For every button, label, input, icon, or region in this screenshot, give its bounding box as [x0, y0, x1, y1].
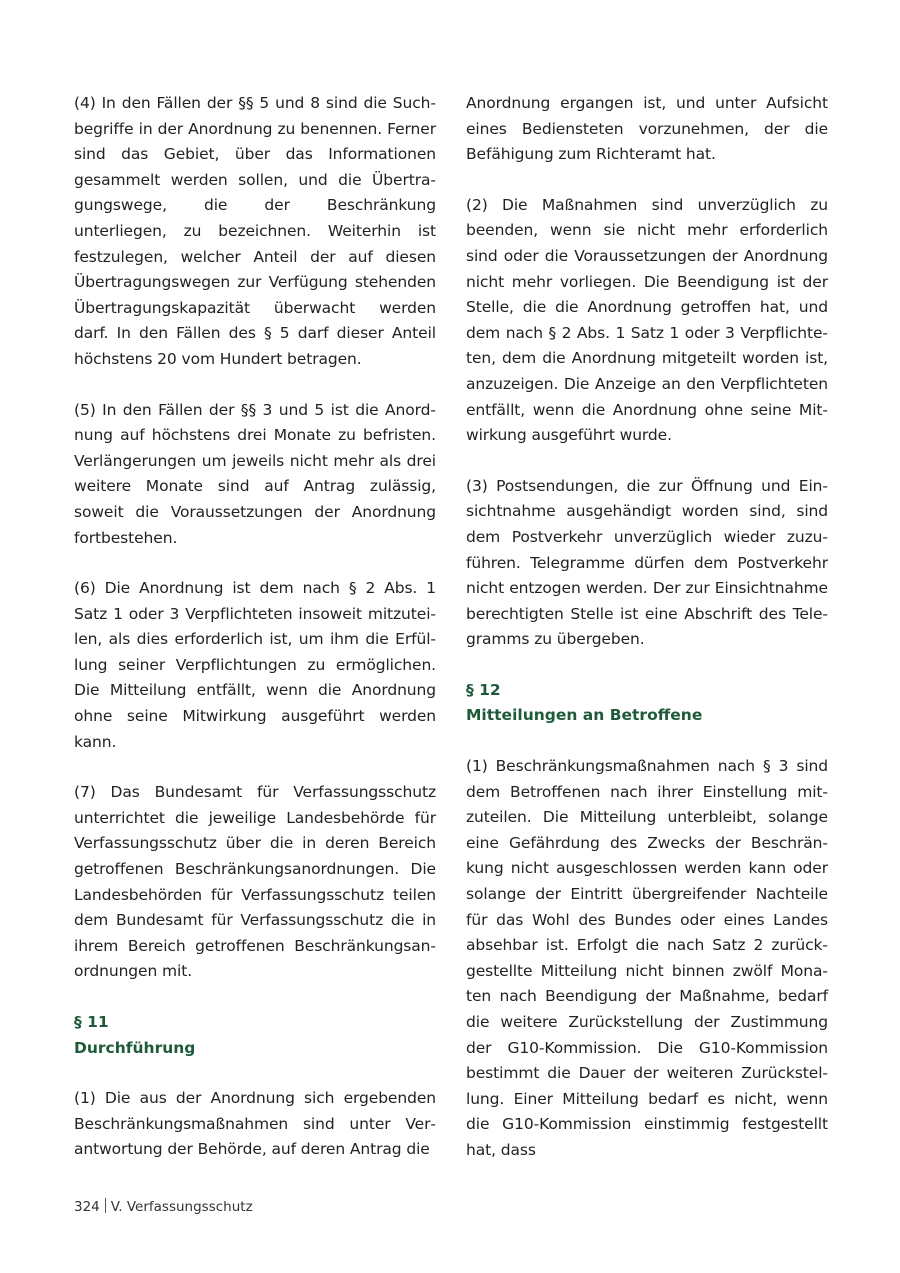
section-title: Mitteilungen an Betroffene [466, 706, 703, 725]
page-footer [74, 1197, 253, 1217]
section-11-paragraph-3: (3) Postsendungen, die zur Öffnung und Einsichtnahme ausgehändigt worden sind, sind dem Postverkehr unverzüglich wieder zuzuführen. Telegramme dürfen dem Postverkehr nicht entzogen werden. Der zur Einsichtnahme berechtigten Stelle ist eine Abschrift des Telegramms zu übergeben. [466, 476, 828, 649]
paragraph-5: (5) In den Fällen der §§ 3 und 5 ist die Anordnung auf höchstens drei Monate zu befristen. Verlängerungen um jeweils nicht mehr als drei weitere Monate sind auf Antrag zulässig, soweit die Voraussetzungen der Anordnung fortbestehen. [74, 400, 436, 547]
right-column [466, 91, 828, 1189]
section-title: Durchführung [74, 1038, 196, 1057]
section-12-paragraph-1: (1) Beschränkungsmaßnahmen nach § 3 sind dem Betroffenen nach ihrer Einstellung mitzuteilen. Die Mitteilung unterbleibt, solange eine Gefährdung des Zwecks der Beschränkung nicht ausgeschlossen werden kann oder solange der Eintritt übergreifender Nachteile für das Wohl des Bundes oder eines Landes absehbar ist. Erfolgt die nach Satz 2 zurückgestellte Mitteilung nicht binnen zwölf Monaten nach Beendigung der Maßnahme, bedarf die weitere Zurückstellung der Zustimmung der G10-Kommission. Die G10-Kommission bestimmt die Dauer der weiteren Zurückstellung. Einer Mitteilung bedarf es nicht, wenn die G10-Kommission einstimmig festgestellt hat, dass [466, 757, 828, 1159]
footer-separator [105, 1198, 106, 1213]
section-heading-11 [74, 1010, 436, 1061]
section-number: § 11 [74, 1013, 109, 1031]
paragraph-4: (4) In den Fällen der §§ 5 und 8 sind die Suchbegriffe in der Anordnung zu benennen. Ferner sind das Gebiet, über das Informationen gesammelt werden sollen, und die Übertragungswege, die der Beschränkung unterliegen, zu bezeichnen. Weiterhin ist festzulegen, welcher Anteil der auf diesen Übertragungswegen zur Verfügung stehenden Übertragungskapazität überwacht werden darf. In den Fällen des § 5 darf dieser Anteil höchstens 20 vom Hundert betragen. [74, 94, 436, 368]
section-number: § 12 [466, 680, 501, 699]
section-11-paragraph-2: (2) Die Maßnahmen sind unverzüglich zu beenden, wenn sie nicht mehr erforderlich sind oder die Voraussetzungen der Anordnung nicht mehr vorliegen. Die Beendigung ist der Stelle, die die Anordnung getroffen hat, und dem nach § 2 Abs. 1 Satz 1 oder 3 Verpflichteten, dem die Anordnung mitgeteilt worden ist, anzuzeigen. Die Anzeige an den Verpflichteten entfällt, wenn die Anordnung ohne seine Mitwirkung ausgeführt wurde. [466, 195, 828, 445]
paragraph-7: (7) Das Bundesamt für Verfassungsschutz unterrichtet die jeweilige Landesbehörde für Verfassungsschutz über die in deren Bereich getroffenen Beschränkungsanordnungen. Die Landesbehörden für Verfassungsschutz teilen dem Bundesamt für Verfassungsschutz die in ihrem Bereich getroffenen Beschränkungsanordnungen mit. [74, 783, 436, 981]
paragraph-continued: Anordnung ergangen ist, und unter Aufsicht eines Bediensteten vorzunehmen, der die Befähigung zum Richteramt hat. [466, 94, 828, 164]
section-heading-12 [466, 678, 828, 729]
section-11-paragraph-1: (1) Die aus der Anordnung sich ergebenden Beschränkungsmaßnahmen sind unter Verantwortung der Behörde, auf deren Antrag die [74, 1089, 436, 1159]
paragraph-6: (6) Die Anordnung ist dem nach § 2 Abs. 1 Satz 1 oder 3 Verpflichteten insoweit mitzuteilen, als dies erforderlich ist, um ihm die Erfüllung seiner Verpflichtungen zu ermöglichen. Die Mitteilung entfällt, wenn die Anordnung ohne seine Mitwirkung ausgeführt werden kann. [74, 579, 436, 751]
page-number: 324 [74, 1199, 100, 1215]
left-column [74, 91, 436, 1188]
chapter-title: V. Verfassungsschutz [110, 1199, 253, 1215]
